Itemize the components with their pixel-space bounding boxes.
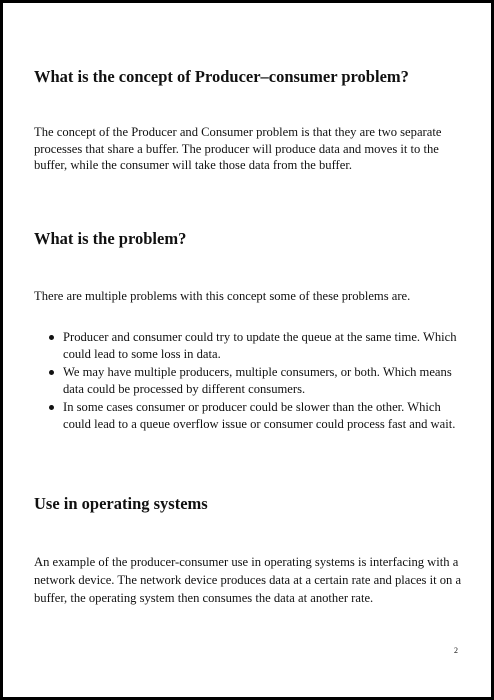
bullet-icon	[49, 370, 54, 375]
section-heading-concept: What is the concept of Producer–consumer problem?	[34, 67, 409, 86]
list-item-text: Producer and consumer could try to update the queue at the same time. Which could lead to some loss in data.	[63, 330, 457, 361]
section-paragraph-operating-systems: An example of the producer-consumer use in operating systems is interfacing with a network device. The network device produces data at a certain rate and places it on a buffer, the operating system then consumes the data at another rate.	[34, 555, 462, 605]
page-number: 2	[454, 646, 458, 655]
list-item	[34, 329, 464, 362]
list-item	[34, 399, 464, 432]
bullet-icon	[49, 335, 54, 340]
list-item	[34, 364, 464, 397]
section-paragraph-concept: The concept of the Producer and Consumer problem is that they are two separate processes that share a buffer. The producer will produce data and moves it to the buffer, while the consumer will take those data from the buffer.	[34, 125, 442, 172]
bullet-icon	[49, 405, 54, 410]
list-item-text: In some cases consumer or producer could be slower than the other. Which could lead to a queue overflow issue or consumer could process fast and wait.	[63, 400, 456, 431]
section-heading-problem: What is the problem?	[34, 229, 187, 248]
document-page	[3, 3, 491, 697]
list-item-text: We may have multiple producers, multiple consumers, or both. Which means data could be processed by different consumers.	[63, 365, 452, 396]
problem-bullet-list	[34, 329, 464, 434]
section-paragraph-problem: There are multiple problems with this concept some of these problems are.	[34, 289, 411, 303]
section-heading-operating-systems: Use in operating systems	[34, 494, 208, 513]
